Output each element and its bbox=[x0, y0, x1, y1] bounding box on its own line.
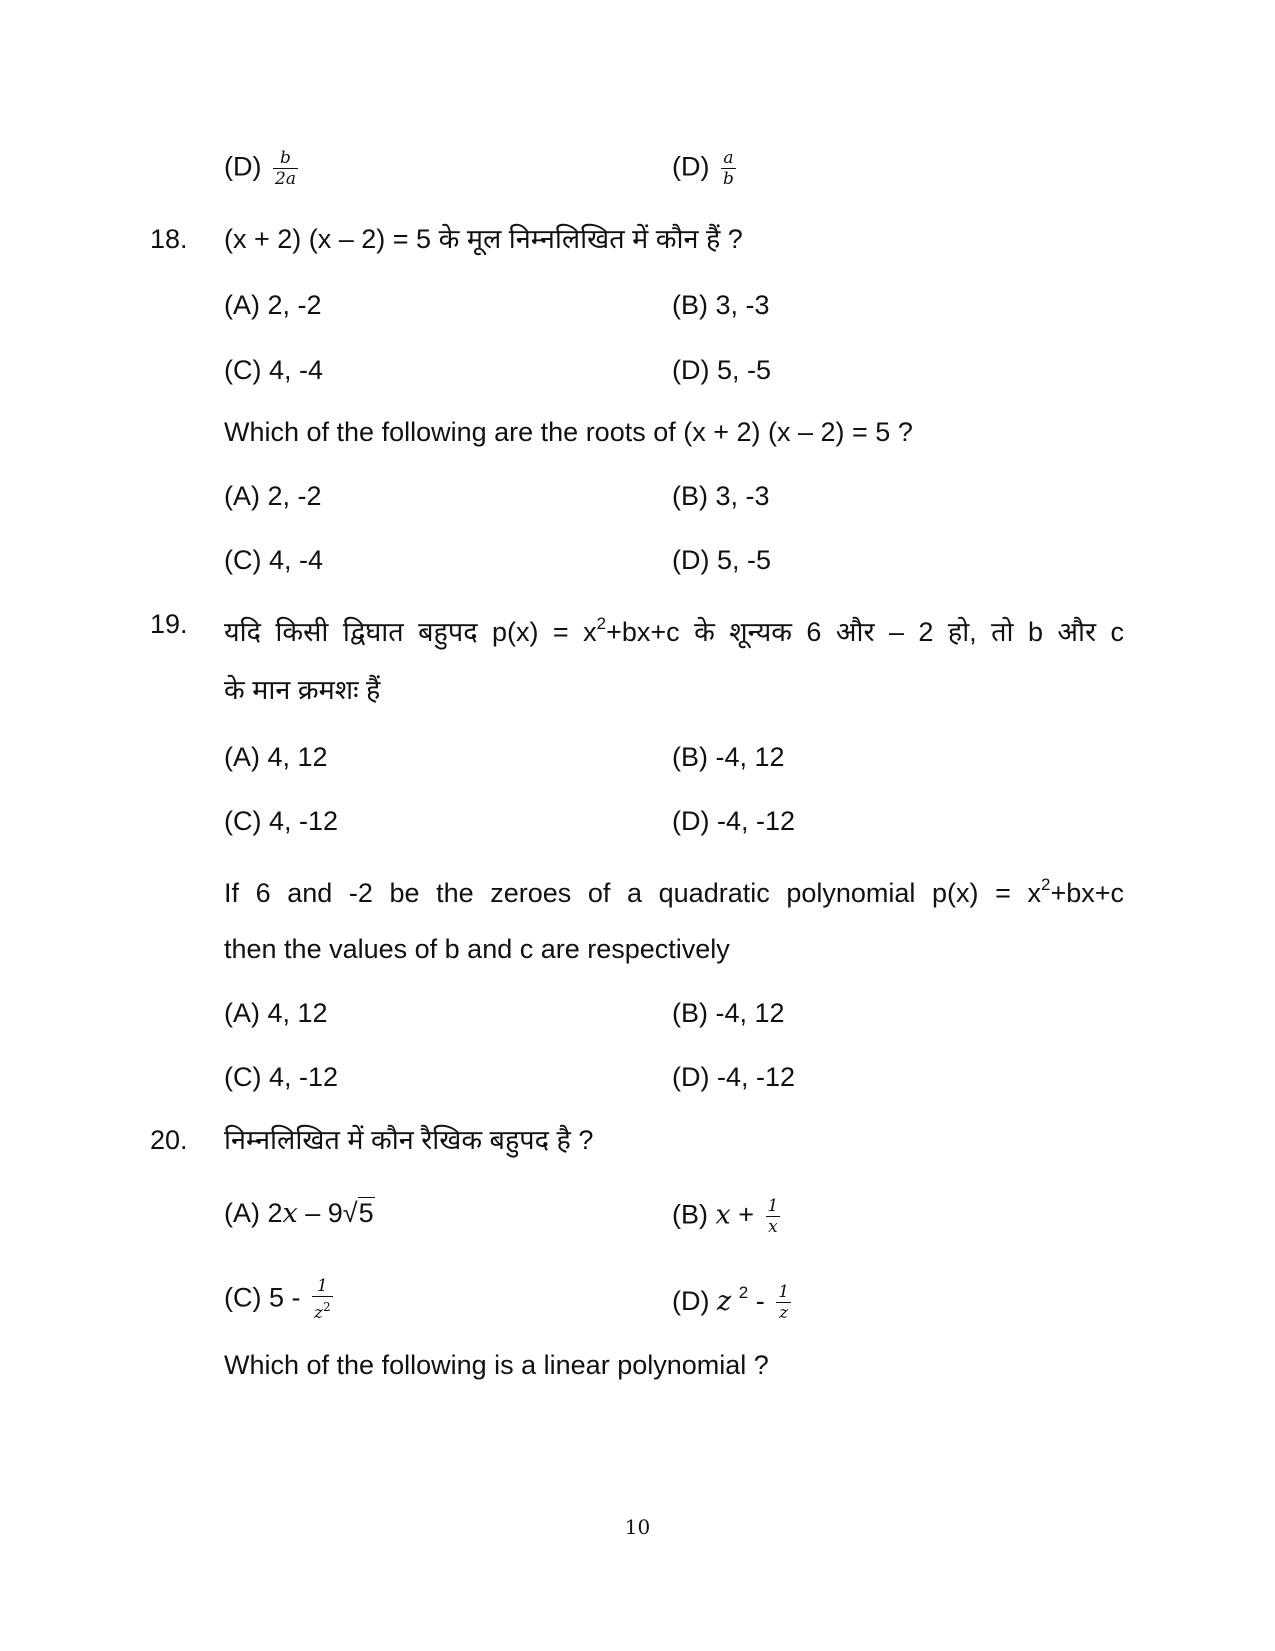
q18-english-text: Which of the following are the roots of (x + 2) (x – 2) = 5 ? bbox=[224, 417, 913, 447]
page-number: 10 bbox=[624, 1515, 651, 1539]
q18-hindi-option-a: (A) 2, -2 bbox=[224, 290, 322, 320]
q17-option-d-right: (D) $\frac{a}{b}$ bbox=[672, 148, 734, 189]
q18-english-option-a: (A) 2, -2 bbox=[224, 481, 322, 511]
q19-hindi-option-b: (B) -4, 12 bbox=[672, 742, 785, 772]
q20-option-c: (C) 5 - $\frac{1}{z^2}$ bbox=[224, 1276, 331, 1323]
q19-hindi-option-c: (C) 4, -12 bbox=[224, 806, 339, 836]
q18-english-option-c: (C) 4, -4 bbox=[224, 545, 324, 575]
q19-english-line2: then the values of b and c are respectively bbox=[224, 934, 730, 964]
q17-option-d-left: (D) $\frac{b}{2a}$ bbox=[224, 148, 296, 189]
q19-english-option-a: (A) 4, 12 bbox=[224, 998, 328, 1028]
q18-english-option-b: (B) 3, -3 bbox=[672, 481, 770, 511]
q20-option-a: (A) 2x – 9√5 bbox=[224, 1198, 374, 1229]
q18-number: 18. bbox=[150, 224, 188, 254]
q18-hindi-option-c: (C) 4, -4 bbox=[224, 355, 324, 385]
q19-english-option-b: (B) -4, 12 bbox=[672, 998, 785, 1028]
q18-hindi-text: (x + 2) (x – 2) = 5 के मूल निम्नलिखित में कौन हैं ? bbox=[224, 224, 743, 254]
q19-hindi-option-d: (D) -4, -12 bbox=[672, 806, 796, 836]
q18-english-option-d: (D) 5, -5 bbox=[672, 545, 772, 575]
q19-english-option-d: (D) -4, -12 bbox=[672, 1062, 796, 1092]
q19-hindi-option-a: (A) 4, 12 bbox=[224, 742, 328, 772]
q20-option-d: (D) z $^2$ - $\frac{1}{z}$ bbox=[672, 1282, 790, 1324]
q18-hindi-option-b: (B) 3, -3 bbox=[672, 290, 770, 320]
q20-option-b: (B) x + $\frac{1}{x}$ bbox=[672, 1196, 779, 1237]
q19-english-option-c: (C) 4, -12 bbox=[224, 1062, 339, 1092]
q19-hindi-line2: के मान क्रमशः हैं bbox=[224, 675, 381, 705]
q20-number: 20. bbox=[150, 1125, 188, 1155]
q19-english-line1: If 6 and -2 be the zeroes of a quadratic polynomial $p(x) = x^2+bx+c$ bbox=[224, 875, 1124, 908]
q20-hindi-text: निम्नलिखित में कौन रैखिक बहुपद है ? bbox=[224, 1125, 594, 1155]
q18-hindi-option-d: (D) 5, -5 bbox=[672, 355, 772, 385]
q19-hindi-line1: यदि किसी द्विघात बहुपद $p(x) = x^2+bx+c$ के शून्यक 6 और – 2 हो, तो b और c bbox=[224, 614, 1124, 647]
q19-number: 19. bbox=[150, 609, 188, 639]
q20-english-text: Which of the following is a linear polynomial ? bbox=[224, 1350, 769, 1380]
